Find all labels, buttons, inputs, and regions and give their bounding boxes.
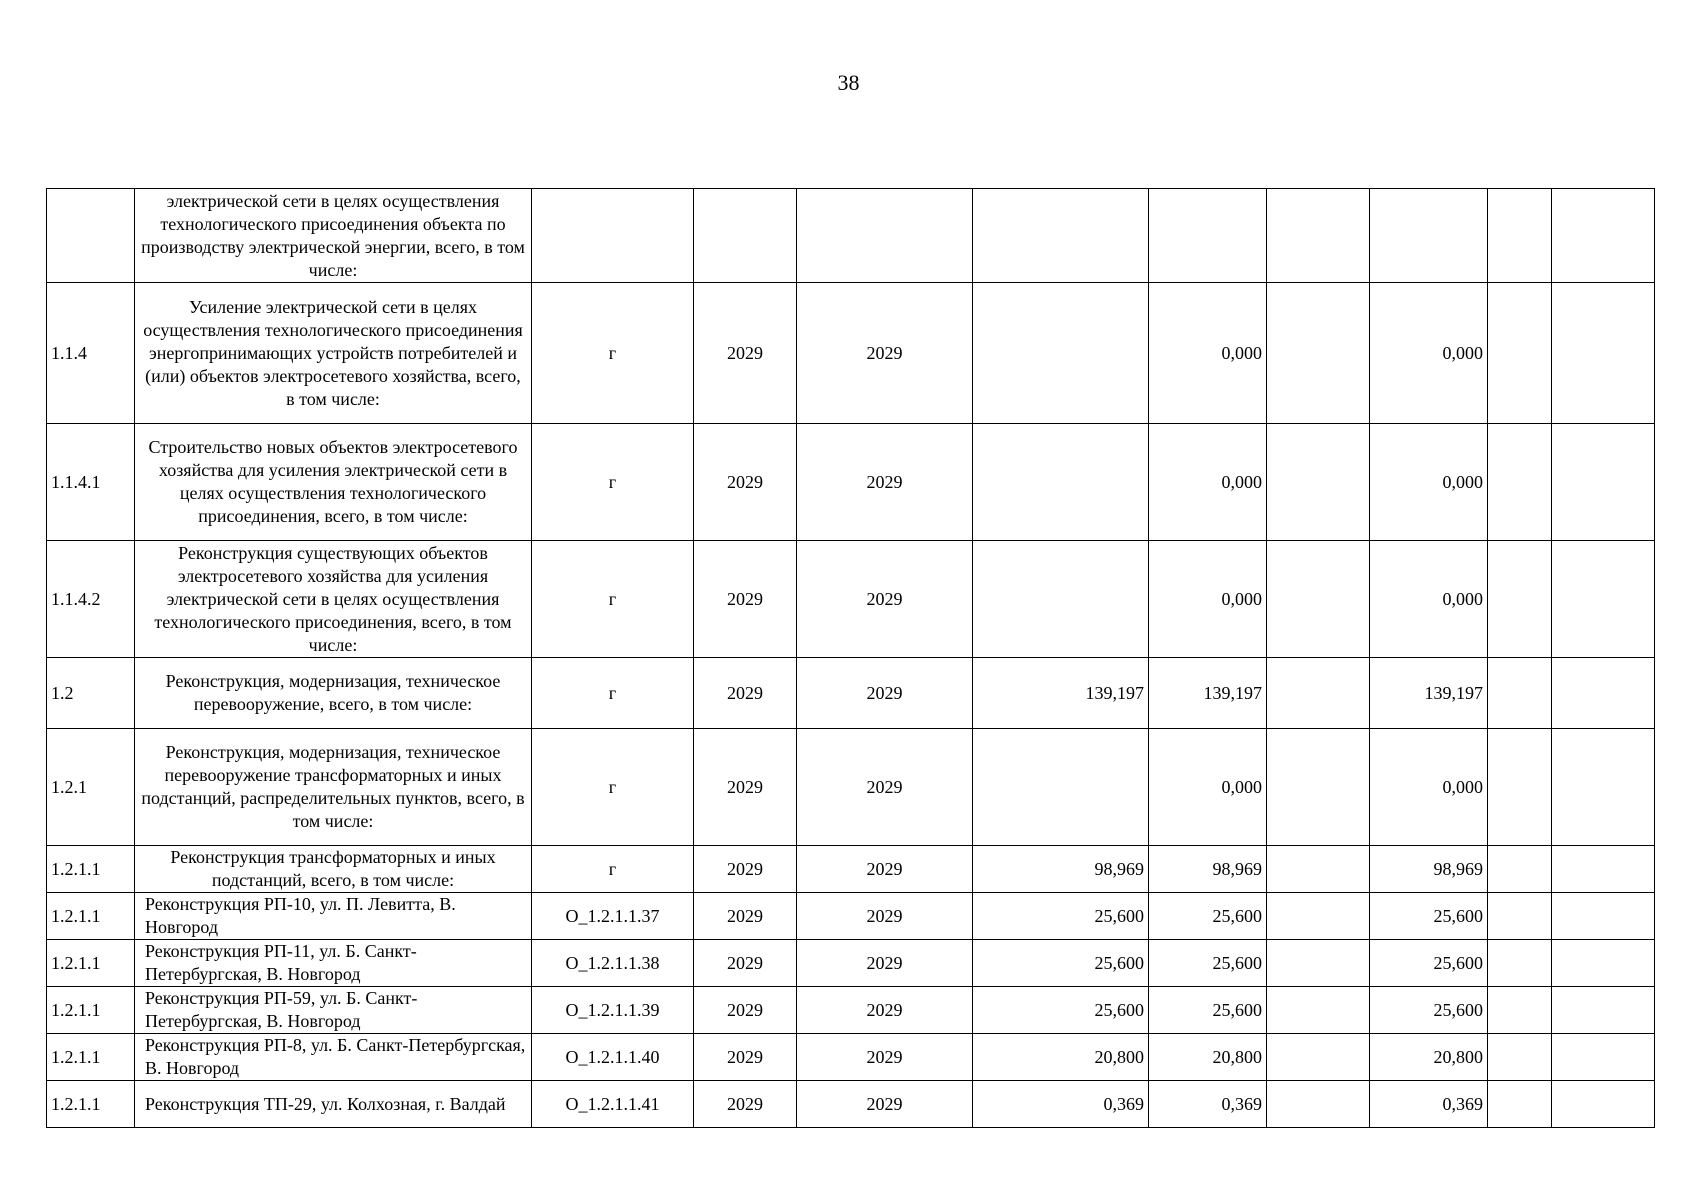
row-value-5 bbox=[1488, 283, 1552, 424]
row-value-5 bbox=[1488, 846, 1552, 893]
row-value-6 bbox=[1552, 940, 1655, 987]
table-row bbox=[47, 541, 1655, 658]
row-value-1 bbox=[973, 424, 1149, 541]
row-name: Реконструкция, модернизация, техническое перевооружение трансформаторных и иных подстанций, распределительных пунктов, всего, в том числе: bbox=[135, 729, 532, 846]
row-value-3 bbox=[1267, 940, 1370, 987]
row-value-6 bbox=[1552, 658, 1655, 729]
row-value-3 bbox=[1267, 541, 1370, 658]
row-year-end: 2029 bbox=[797, 729, 973, 846]
row-value-3 bbox=[1267, 658, 1370, 729]
row-value-4: 0,000 bbox=[1370, 541, 1488, 658]
row-year-end: 2029 bbox=[797, 658, 973, 729]
row-value-1: 139,197 bbox=[973, 658, 1149, 729]
row-identifier: г bbox=[532, 729, 694, 846]
row-value-1: 25,600 bbox=[973, 893, 1149, 940]
table-row bbox=[47, 424, 1655, 541]
row-identifier: О_1.2.1.1.37 bbox=[532, 893, 694, 940]
row-value-6 bbox=[1552, 893, 1655, 940]
row-value-1 bbox=[973, 541, 1149, 658]
row-value-3 bbox=[1267, 283, 1370, 424]
row-value-2: 25,600 bbox=[1149, 987, 1267, 1034]
table-row bbox=[47, 658, 1655, 729]
row-value-2: 0,369 bbox=[1149, 1081, 1267, 1128]
row-year-end: 2029 bbox=[797, 283, 973, 424]
row-value-4 bbox=[1370, 189, 1488, 283]
row-year-end: 2029 bbox=[797, 987, 973, 1034]
row-year-start: 2029 bbox=[694, 987, 797, 1034]
row-value-3 bbox=[1267, 189, 1370, 283]
row-value-2: 0,000 bbox=[1149, 283, 1267, 424]
row-value-4: 139,197 bbox=[1370, 658, 1488, 729]
table-row bbox=[47, 940, 1655, 987]
row-code: 1.2.1.1 bbox=[47, 987, 135, 1034]
row-value-5 bbox=[1488, 658, 1552, 729]
row-value-6 bbox=[1552, 1081, 1655, 1128]
row-name: Реконструкция, модернизация, техническое перевооружение, всего, в том числе: bbox=[135, 658, 532, 729]
row-value-2: 139,197 bbox=[1149, 658, 1267, 729]
row-value-1 bbox=[973, 189, 1149, 283]
row-name: электрической сети в целях осуществления технологического присоединения объекта по производству электрической энергии, всего, в том числе: bbox=[135, 189, 532, 283]
row-code: 1.2.1 bbox=[47, 729, 135, 846]
row-name: Реконструкция РП-11, ул. Б. Санкт-Петербургская, В. Новгород bbox=[135, 940, 532, 987]
row-value-1: 25,600 bbox=[973, 940, 1149, 987]
row-value-1: 20,800 bbox=[973, 1034, 1149, 1081]
table-row bbox=[47, 283, 1655, 424]
row-value-4: 0,000 bbox=[1370, 729, 1488, 846]
row-value-1 bbox=[973, 283, 1149, 424]
row-value-1 bbox=[973, 729, 1149, 846]
row-code: 1.1.4 bbox=[47, 283, 135, 424]
row-year-end: 2029 bbox=[797, 846, 973, 893]
row-code: 1.2.1.1 bbox=[47, 893, 135, 940]
row-code: 1.1.4.2 bbox=[47, 541, 135, 658]
row-year-start: 2029 bbox=[694, 541, 797, 658]
row-value-6 bbox=[1552, 541, 1655, 658]
row-year-end: 2029 bbox=[797, 893, 973, 940]
row-value-3 bbox=[1267, 987, 1370, 1034]
row-value-6 bbox=[1552, 1034, 1655, 1081]
investment-table bbox=[46, 188, 1655, 1128]
row-year-start: 2029 bbox=[694, 424, 797, 541]
row-value-2: 25,600 bbox=[1149, 893, 1267, 940]
row-value-4: 20,800 bbox=[1370, 1034, 1488, 1081]
row-value-6 bbox=[1552, 189, 1655, 283]
row-name: Реконструкция ТП-29, ул. Колхозная, г. Валдай bbox=[135, 1081, 532, 1128]
table-row bbox=[47, 846, 1655, 893]
row-year-end: 2029 bbox=[797, 1081, 973, 1128]
row-code: 1.2.1.1 bbox=[47, 1034, 135, 1081]
row-value-4: 25,600 bbox=[1370, 893, 1488, 940]
row-identifier: О_1.2.1.1.41 bbox=[532, 1081, 694, 1128]
row-code: 1.1.4.1 bbox=[47, 424, 135, 541]
row-year-start: 2029 bbox=[694, 940, 797, 987]
row-identifier: г bbox=[532, 658, 694, 729]
row-year-end: 2029 bbox=[797, 424, 973, 541]
row-value-2: 0,000 bbox=[1149, 424, 1267, 541]
row-identifier bbox=[532, 189, 694, 283]
row-value-6 bbox=[1552, 424, 1655, 541]
row-name: Реконструкция РП-59, ул. Б. Санкт-Петербургская, В. Новгород bbox=[135, 987, 532, 1034]
row-value-1: 98,969 bbox=[973, 846, 1149, 893]
row-value-4: 0,000 bbox=[1370, 283, 1488, 424]
row-identifier: г bbox=[532, 283, 694, 424]
row-value-5 bbox=[1488, 541, 1552, 658]
page-number: 38 bbox=[837, 70, 860, 95]
row-identifier: О_1.2.1.1.39 bbox=[532, 987, 694, 1034]
row-value-2: 98,969 bbox=[1149, 846, 1267, 893]
row-identifier: г bbox=[532, 541, 694, 658]
row-code: 1.2.1.1 bbox=[47, 940, 135, 987]
row-year-end bbox=[797, 189, 973, 283]
row-year-start: 2029 bbox=[694, 1034, 797, 1081]
row-year-end: 2029 bbox=[797, 940, 973, 987]
table-row bbox=[47, 189, 1655, 283]
row-name: Реконструкция РП-10, ул. П. Левитта, В. Новгород bbox=[135, 893, 532, 940]
row-name: Реконструкция РП-8, ул. Б. Санкт-Петербургская, В. Новгород bbox=[135, 1034, 532, 1081]
row-code: 1.2 bbox=[47, 658, 135, 729]
row-value-3 bbox=[1267, 846, 1370, 893]
row-value-3 bbox=[1267, 729, 1370, 846]
row-year-start: 2029 bbox=[694, 729, 797, 846]
row-identifier: О_1.2.1.1.40 bbox=[532, 1034, 694, 1081]
row-year-start bbox=[694, 189, 797, 283]
row-value-4: 0,000 bbox=[1370, 424, 1488, 541]
table-body bbox=[47, 189, 1655, 1128]
row-value-3 bbox=[1267, 1034, 1370, 1081]
row-year-start: 2029 bbox=[694, 283, 797, 424]
row-value-2 bbox=[1149, 189, 1267, 283]
row-year-start: 2029 bbox=[694, 893, 797, 940]
row-name: Усиление электрической сети в целях осуществления технологического присоединения энергопринимающих устройств потребителей и (или) объектов электросетевого хозяйства, всего, в том числе: bbox=[135, 283, 532, 424]
row-identifier: г bbox=[532, 846, 694, 893]
row-name: Реконструкция существующих объектов электросетевого хозяйства для усиления электрической сети в целях осуществления технологического присоединения, всего, в том числе: bbox=[135, 541, 532, 658]
row-value-3 bbox=[1267, 424, 1370, 541]
row-value-4: 0,369 bbox=[1370, 1081, 1488, 1128]
row-value-1: 0,369 bbox=[973, 1081, 1149, 1128]
row-year-start: 2029 bbox=[694, 846, 797, 893]
row-year-end: 2029 bbox=[797, 541, 973, 658]
row-value-4: 25,600 bbox=[1370, 940, 1488, 987]
table-row bbox=[47, 729, 1655, 846]
table-row bbox=[47, 987, 1655, 1034]
row-value-3 bbox=[1267, 893, 1370, 940]
row-year-end: 2029 bbox=[797, 1034, 973, 1081]
row-value-6 bbox=[1552, 846, 1655, 893]
row-identifier: г bbox=[532, 424, 694, 541]
row-value-5 bbox=[1488, 189, 1552, 283]
row-code: 1.2.1.1 bbox=[47, 846, 135, 893]
row-code bbox=[47, 189, 135, 283]
table-row bbox=[47, 1081, 1655, 1128]
row-year-start: 2029 bbox=[694, 658, 797, 729]
row-value-4: 98,969 bbox=[1370, 846, 1488, 893]
row-value-5 bbox=[1488, 987, 1552, 1034]
row-code: 1.2.1.1 bbox=[47, 1081, 135, 1128]
row-identifier: О_1.2.1.1.38 bbox=[532, 940, 694, 987]
row-value-5 bbox=[1488, 940, 1552, 987]
row-value-6 bbox=[1552, 987, 1655, 1034]
row-value-5 bbox=[1488, 729, 1552, 846]
row-value-5 bbox=[1488, 893, 1552, 940]
row-value-5 bbox=[1488, 424, 1552, 541]
row-value-4: 25,600 bbox=[1370, 987, 1488, 1034]
row-name: Строительство новых объектов электросетевого хозяйства для усиления электрической сети в целях осуществления технологического присоединения, всего, в том числе: bbox=[135, 424, 532, 541]
row-value-1: 25,600 bbox=[973, 987, 1149, 1034]
table-row bbox=[47, 1034, 1655, 1081]
row-value-3 bbox=[1267, 1081, 1370, 1128]
row-year-start: 2029 bbox=[694, 1081, 797, 1128]
row-value-2: 0,000 bbox=[1149, 729, 1267, 846]
row-value-6 bbox=[1552, 729, 1655, 846]
row-value-5 bbox=[1488, 1081, 1552, 1128]
row-value-2: 25,600 bbox=[1149, 940, 1267, 987]
row-name: Реконструкция трансформаторных и иных подстанций, всего, в том числе: bbox=[135, 846, 532, 893]
table-row bbox=[47, 893, 1655, 940]
row-value-2: 20,800 bbox=[1149, 1034, 1267, 1081]
row-value-6 bbox=[1552, 283, 1655, 424]
row-value-2: 0,000 bbox=[1149, 541, 1267, 658]
row-value-5 bbox=[1488, 1034, 1552, 1081]
